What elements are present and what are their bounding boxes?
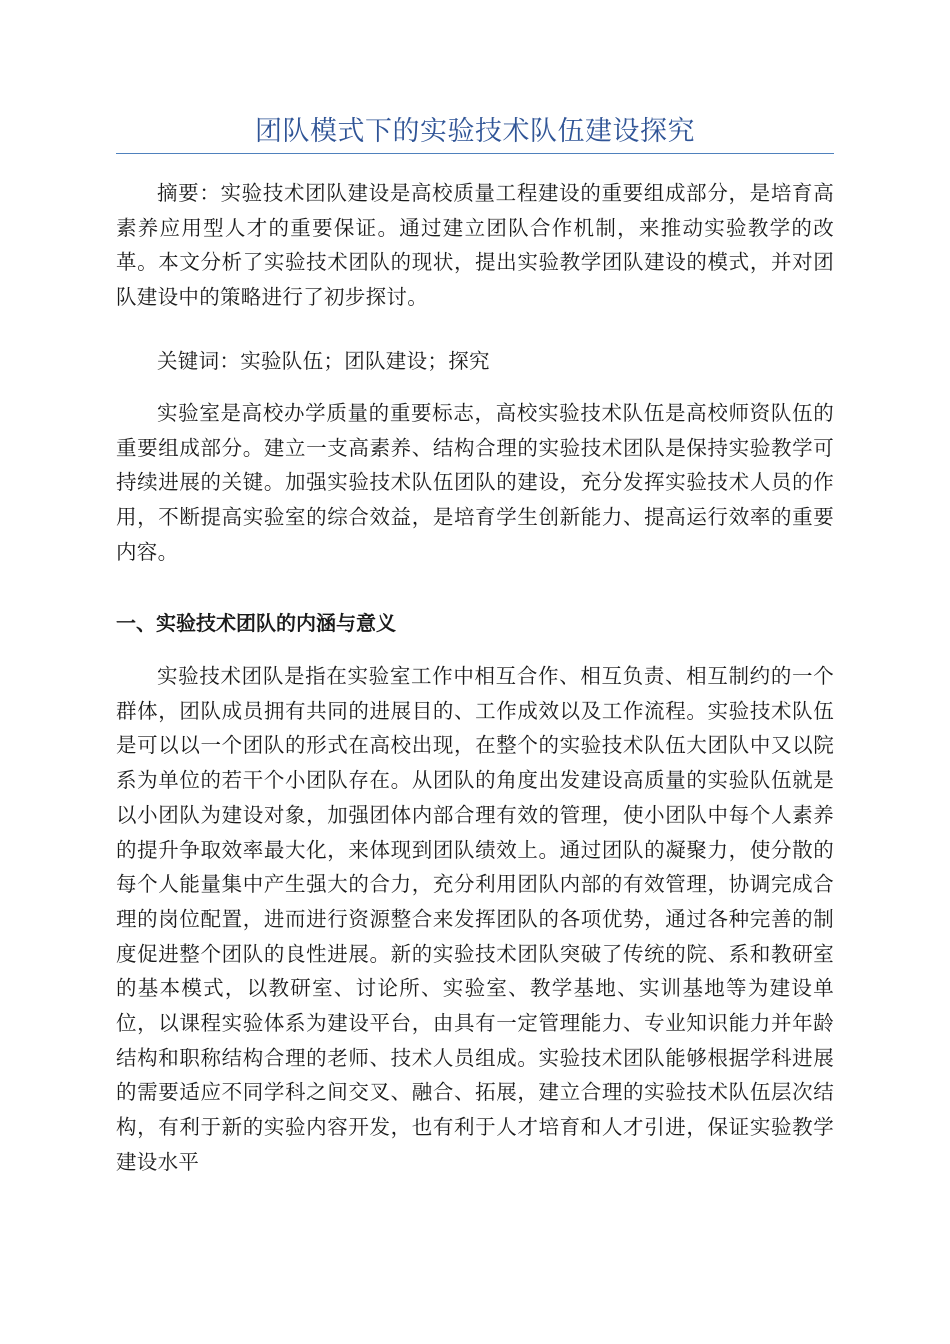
section-heading-block bbox=[116, 606, 834, 640]
section-heading: 一、实验技术团队的内涵与意义 bbox=[116, 611, 396, 635]
intro-block bbox=[116, 396, 834, 570]
section-body-block bbox=[116, 659, 834, 1180]
keywords-block bbox=[116, 344, 834, 379]
document-title: 团队模式下的实验技术队伍建设探究 bbox=[255, 116, 695, 147]
intro-paragraph: 实验室是高校办学质量的重要标志，高校实验技术队伍是高校师资队伍的重要组成部分。建立一支高素养、结构合理的实验技术团队是保持实验教学可持续进展的关键。加强实验技术队伍团队的建设，充分发挥实验技术人员的作用，不断提高实验室的综合效益，是培育学生创新能力、提高运行效率的重要内容。 bbox=[116, 401, 834, 564]
keywords-paragraph: 关键词：实验队伍；团队建设；探究 bbox=[157, 349, 490, 373]
title-underline bbox=[116, 153, 834, 154]
abstract-paragraph: 摘要：实验技术团队建设是高校质量工程建设的重要组成部分，是培育高素养应用型人才的重要保证。通过建立团队合作机制，来推动实验教学的改革。本文分析了实验技术团队的现状，提出实验教学团队建设的模式，并对团队建设中的策略进行了初步探讨。 bbox=[116, 181, 834, 310]
section-body-paragraph: 实验技术团队是指在实验室工作中相互合作、相互负责、相互制约的一个群体，团队成员拥有共同的进展目的、工作成效以及工作流程。实验技术队伍是可以以一个团队的形式在高校出现，在整个的实验技术队伍大团队中又以院系为单位的若干个小团队存在。从团队的角度出发建设高质量的实验队伍就是以小团队为建设对象，加强团体内部合理有效的管理，使小团队中每个人素养的提升争取效率最大化，来体现到团队绩效上。通过团队的凝聚力，使分散的每个人能量集中产生强大的合力，充分利用团队内部的有效管理，协调完成合理的岗位配置，进而进行资源整合来发挥团队的各项优势，通过各种完善的制度促进整个团队的良性进展。新的实验技术团队突破了传统的院、系和教研室的基本模式，以教研室、讨论所、实验室、教学基地、实训基地等为建设单位，以课程实验体系为建设平台，由具有一定管理能力、专业知识能力并年龄结构和职称结构合理的老师、技术人员组成。实验技术团队能够根据学科进展的需要适应不同学科之间交叉、融合、拓展，建立合理的实验技术队伍层次结构，有利于新的实验内容开发，也有利于人才培育和人才引进，保证实验教学建设水平 bbox=[116, 664, 834, 1174]
abstract-block bbox=[116, 176, 834, 315]
